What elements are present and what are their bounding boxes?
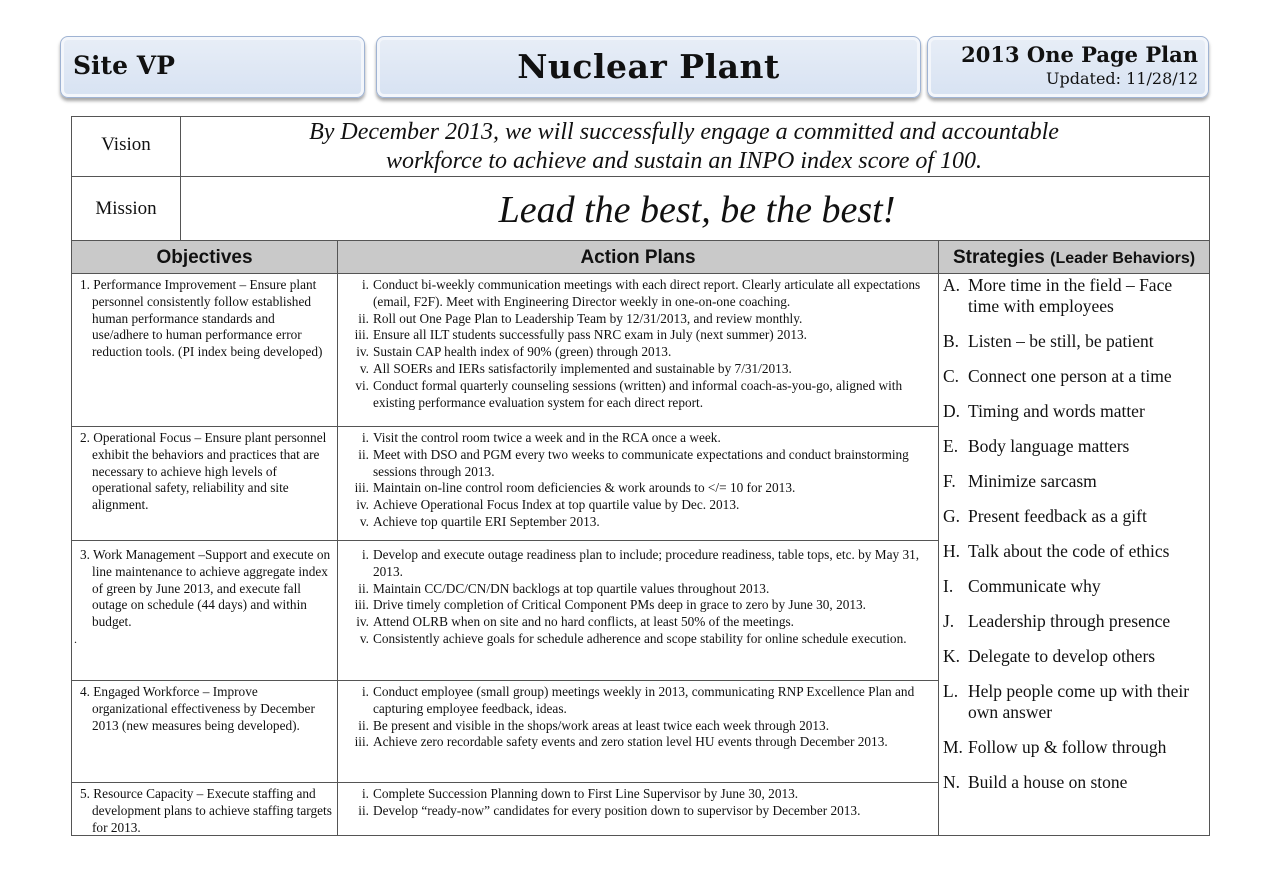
strategy-item: G. Present feedback as a gift [943,506,1147,526]
action-item: iii. Drive timely completion of Critical Component PMs deep in grace to zero by June 30, 2013. [354,597,866,613]
strategy-item: I. Communicate why [943,576,1101,596]
action-item: i. Visit the control room twice a week and in the RCA once a week. [361,430,721,445]
strategy-item: D. Timing and words matter [943,401,1145,421]
divider [180,116,181,240]
action-item: iv. Sustain CAP health index of 90% (green) through 2013. [356,344,672,360]
strategy-item: E. Body language matters [943,436,1130,456]
strategy-item: H. Talk about the code of ethics [943,541,1170,561]
vision-statement [184,118,1184,176]
strategy-item: L. Help people come up with their own answer [943,681,1190,722]
strategy-item: M. Follow up & follow through [943,737,1167,757]
action-plan-3 [340,547,934,648]
objective-3: 3. Work Management –Support and execute on line maintenance to achieve aggregate index of green by June 2013, and execute fall outage on schedule (44 days) and within budget. [80,547,331,630]
action-plan-2 [340,430,934,531]
action-item: ii. Roll out One Page Plan to Leadership Team by 12/31/2013, and review monthly. [358,310,803,326]
mission-label: Mission [95,198,157,219]
action-item: i. Conduct bi-weekly communication meetings with each direct report. Clearly articulate all expectations (email, F2F). Meet with Engineering Director weekly in one-on-one coaching. [361,277,921,309]
divider [938,240,939,836]
site-vp-box [60,36,365,98]
vision-line-2: workforce to achieve and sustain an INPO index score of 100. [385,148,983,174]
action-item: ii. Meet with DSO and PGM every two weeks to communicate expectations and conduct brainstorming sessions through 2013. [358,446,909,479]
strategy-item: A. More time in the field – Face time with employees [943,275,1173,316]
objective-1: 1. Performance Improvement – Ensure plant personnel consistently follow established human performance standards and use/adhere to human performance error reduction tools. (PI index being developed) [80,277,323,360]
strategy-item: N. Build a house on stone [943,772,1128,792]
row-divider [71,540,938,541]
strategy-item: C. Connect one person at a time [943,366,1172,386]
objective-5: 5. Resource Capacity – Execute staffing and development plans to achieve staffing targets for 2013. [80,786,332,835]
updated-date: Updated: 11/28/12 [1046,69,1198,88]
row-divider [71,782,938,783]
plant-title-box [376,36,921,98]
divider [71,176,1210,177]
strategy-item: K. Delegate to develop others [943,646,1156,666]
row-divider [71,680,938,681]
action-plan-1 [340,277,934,411]
strategy-item: B. Listen – be still, be patient [943,331,1154,351]
action-item: vi. Conduct formal quarterly counseling sessions (written) and informal coach-as-you-go, aligned with existing performance evaluation system for each direct report. [355,377,903,410]
strategies-subtitle: (Leader Behaviors) [1050,250,1196,267]
objective-2: 2. Operational Focus – Ensure plant personnel exhibit the behaviors and practices that are necessary to achieve high levels of operational safety, reliability and site alignment. [80,430,327,513]
action-item: ii. Maintain CC/DC/CN/DN backlogs at top quartile values throughout 2013. [358,580,770,596]
divider [71,273,1210,274]
site-vp-label: Site VP [73,51,175,80]
action-item: i. Complete Succession Planning down to First Line Supervisor by June 30, 2013. [361,786,799,801]
action-item: ii. Develop “ready-now” candidates for every position down to supervisor by December 2013. [358,802,861,818]
mission-statement: Lead the best, be the best! [498,189,896,231]
vision-line-1: By December 2013, we will successfully engage a committed and accountable [309,119,1059,145]
action-item: iv. Achieve Operational Focus Index at top quartile value by Dec. 2013. [356,497,740,513]
strategies-header [939,241,1209,273]
row-divider [71,426,938,427]
objectives-header: Objectives [72,241,337,273]
vision-label: Vision [101,134,151,155]
action-item: v. All SOERs and IERs satisfactorily implemented and sustainable by 7/31/2013. [359,360,792,376]
objective-4: 4. Engaged Workforce – Improve organizational effectiveness by December 2013 (new measures being developed). [80,684,315,733]
action-item: iv. Attend OLRB when on site and no hard conflicts, at least 50% of the meetings. [356,614,794,630]
strategy-list [943,275,1207,807]
plant-title: Nuclear Plant [517,47,780,86]
action-item: i. Develop and execute outage readiness plan to include; procedure readiness, table tops, etc. by May 31, 2013. [361,547,920,579]
action-plans-header: Action Plans [338,241,938,273]
strategies-title: Strategies [952,247,1045,268]
divider [337,240,338,836]
action-item: iii. Achieve zero recordable safety events and zero station level HU events through December 2013. [354,734,888,750]
action-item: v. Achieve top quartile ERI September 2013. [359,513,600,529]
action-item: i. Conduct employee (small group) meetings weekly in 2013, communicating RNP Excellence Plan and capturing employee feedback, ideas. [361,684,915,716]
stray-mark: . [74,632,77,646]
action-plan-5 [340,786,934,820]
strategy-item: J. Leadership through presence [943,611,1171,631]
strategy-item: F. Minimize sarcasm [943,471,1097,491]
plan-title: 2013 One Page Plan [961,42,1198,67]
action-item: iii. Ensure all ILT students successfully pass NRC exam in July (next summer) 2013. [354,327,807,343]
action-item: ii. Be present and visible in the shops/work areas at least twice each week through 2013. [358,717,830,733]
action-item: v. Consistently achieve goals for schedule adherence and scope stability for online schedule execution. [359,630,907,646]
action-item: iii. Maintain on-line control room deficiencies & work arounds to </= 10 for 2013. [354,480,796,496]
action-plan-4 [340,684,934,751]
plan-title-box [927,36,1209,98]
